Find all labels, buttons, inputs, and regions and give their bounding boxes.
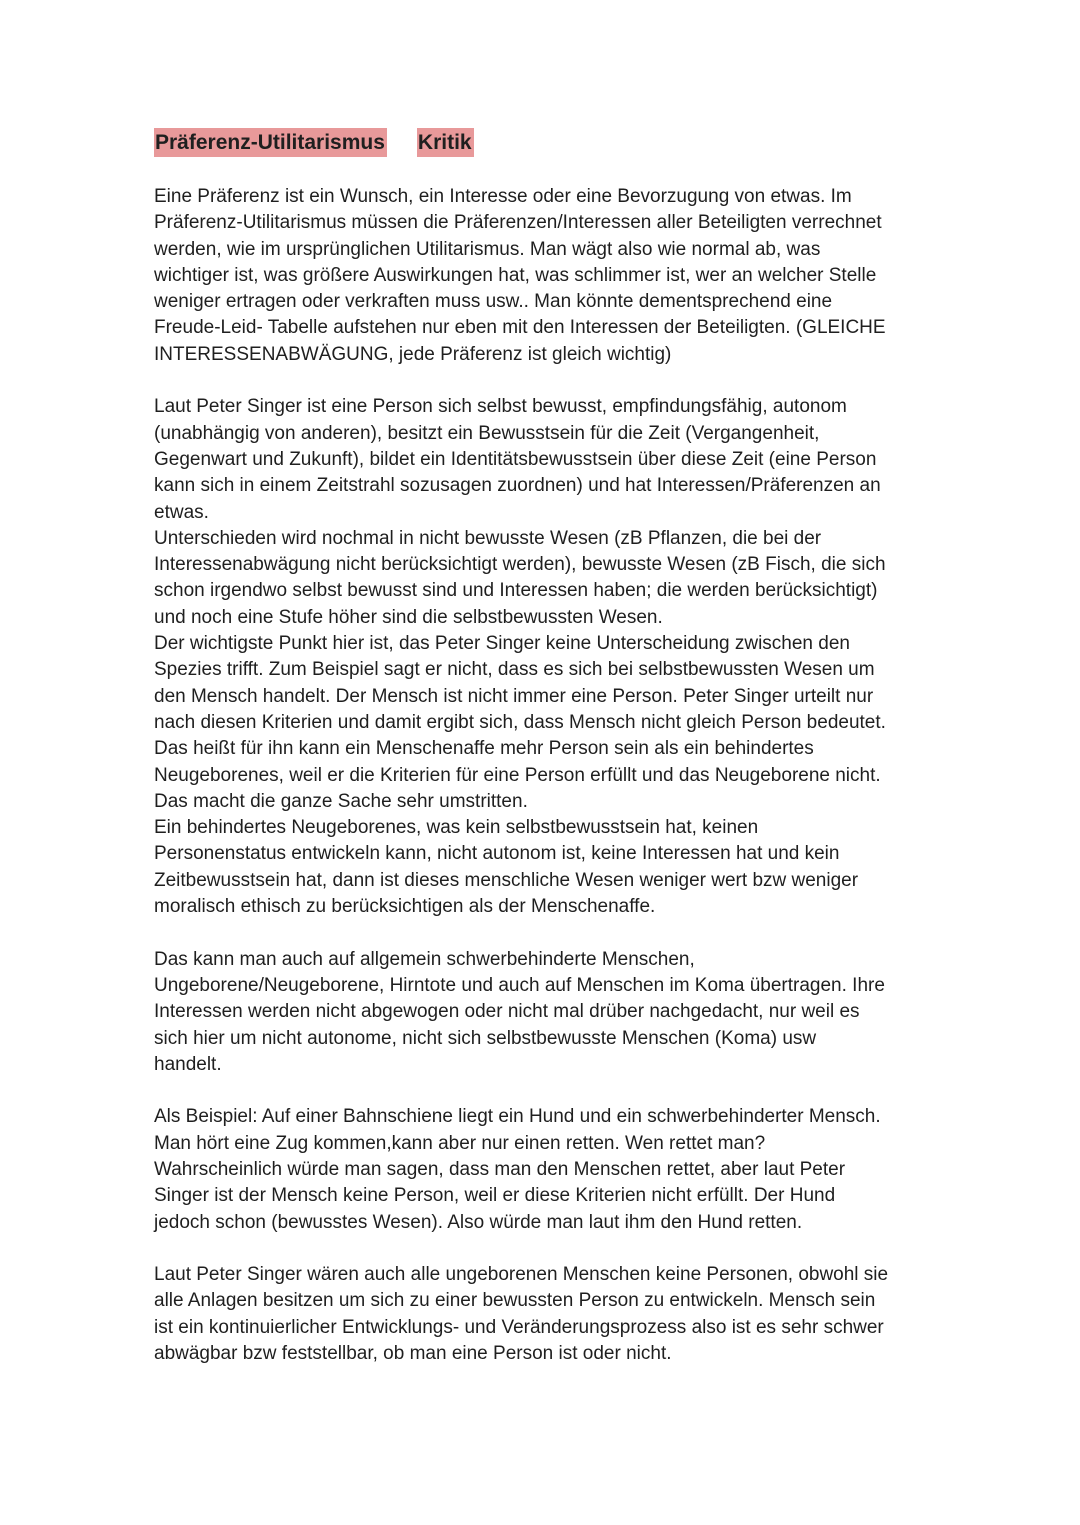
text-line: den Mensch handelt. Der Mensch ist nicht immer eine Person. Peter Singer urteilt nur — [154, 685, 874, 707]
text-line: etwas. — [154, 501, 209, 523]
paragraph — [154, 184, 944, 368]
paragraph-spacer — [154, 1236, 944, 1262]
text-line: Das heißt für ihn kann ein Menschenaffe mehr Person sein als ein behindertes — [154, 738, 814, 760]
text-line: Freude-Leid- Tabelle aufstehen nur eben mit den Interessen der Beteiligten. (GLEICHE — [154, 317, 886, 339]
text-line: Unterschieden wird nochmal in nicht bewusste Wesen (zB Pflanzen, die bei der — [154, 527, 822, 549]
text-line: abwägbar bzw feststellbar, ob man eine Person ist oder nicht. — [154, 1343, 672, 1365]
text-line: Laut Peter Singer ist eine Person sich selbst bewusst, empfindungsfähig, autonom — [154, 396, 847, 418]
text-line: Zeitbewusstsein hat, dann ist dieses menschliche Wesen weniger wert bzw weniger — [154, 869, 859, 891]
text-line: Interessenabwägung nicht berücksichtigt werden), bewusste Wesen (zB Fisch, die sich — [154, 554, 886, 576]
paragraph — [154, 947, 944, 1078]
text-line: weniger ertragen oder verkraften muss usw.. Man könnte dementsprechend eine — [154, 291, 833, 313]
text-line: werden, wie im ursprünglichen Utilitarismus. Man wägt also wie normal ab, was — [154, 238, 821, 260]
text-line: Der wichtigste Punkt hier ist, das Peter Singer keine Unterscheidung zwischen den — [154, 633, 850, 655]
paragraph — [154, 394, 944, 920]
text-line: Singer ist der Mensch keine Person, weil er diese Kriterien nicht erfüllt. Der Hund — [154, 1185, 836, 1207]
text-line: ist ein kontinuierlicher Entwicklungs- und Veränderungsprozess also ist es sehr schwer — [154, 1316, 884, 1338]
title-left: Präferenz-Utilitarismus — [154, 128, 387, 157]
document-page — [154, 128, 944, 1367]
paragraph-spacer — [154, 920, 944, 946]
paragraph — [154, 1262, 944, 1367]
text-line: Spezies trifft. Zum Beispiel sagt er nicht, dass es sich bei selbstbewussten Wesen um — [154, 659, 875, 681]
text-line: Interessen werden nicht abgewogen oder nicht mal drüber nachgedacht, nur weil es — [154, 1001, 860, 1023]
text-line: Das macht die ganze Sache sehr umstritten. — [154, 790, 528, 812]
page-title — [154, 128, 944, 157]
title-right: Kritik — [417, 128, 474, 157]
text-line: moralisch ethisch zu berücksichtigen als der Menschenaffe. — [154, 896, 656, 918]
text-line: Gegenwart und Zukunft), bildet ein Identitätsbewusstsein über diese Zeit (eine Person — [154, 448, 877, 470]
text-line: Eine Präferenz ist ein Wunsch, ein Interesse oder eine Bevorzugung von etwas. Im — [154, 186, 852, 207]
text-line: Ungeborene/Neugeborene, Hirntote und auch auf Menschen im Koma übertragen. Ihre — [154, 974, 885, 996]
body-text — [154, 184, 944, 1367]
text-line: Laut Peter Singer wären auch alle ungeborenen Menschen keine Personen, obwohl sie — [154, 1264, 889, 1286]
text-line: alle Anlagen besitzen um sich zu einer bewussten Person zu entwickeln. Mensch sein — [154, 1290, 876, 1312]
text-line: jedoch schon (bewusstes Wesen). Also würde man laut ihm den Hund retten. — [154, 1211, 803, 1233]
text-line: sich hier um nicht autonome, nicht sich selbstbewusste Menschen (Koma) usw — [154, 1027, 817, 1049]
text-line: wichtiger ist, was größere Auswirkungen hat, was schlimmer ist, wer an welcher Stelle — [154, 264, 877, 286]
text-line: Das kann man auch auf allgemein schwerbehinderte Menschen, — [154, 948, 695, 970]
paragraph-spacer — [154, 1078, 944, 1104]
text-line: Personenstatus entwickeln kann, nicht autonom ist, keine Interessen hat und kein — [154, 843, 840, 865]
text-line: Neugeborenes, weil er die Kriterien für eine Person erfüllt und das Neugeborene nicht. — [154, 764, 881, 786]
text-line: Ein behindertes Neugeborenes, was kein selbstbewusstsein hat, keinen — [154, 817, 759, 839]
text-line: Als Beispiel: Auf einer Bahnschiene liegt ein Hund und ein schwerbehinderter Mensch. — [154, 1106, 881, 1128]
text-line: schon irgendwo selbst bewusst sind und Interessen haben; die werden berücksichtigt) — [154, 580, 878, 602]
text-line: kann sich in einem Zeitstrahl sozusagen zuordnen) und hat Interessen/Präferenzen an — [154, 475, 881, 497]
text-line: und noch eine Stufe höher sind die selbstbewussten Wesen. — [154, 606, 663, 628]
text-line: nach diesen Kriterien und damit ergibt sich, dass Mensch nicht gleich Person bedeutet. — [154, 711, 886, 733]
text-line: (unabhängig von anderen), besitzt ein Bewusstsein für die Zeit (Vergangenheit, — [154, 422, 820, 444]
paragraph-spacer — [154, 368, 944, 394]
text-line: INTERESSENABWÄGUNG, jede Präferenz ist gleich wichtig) — [154, 343, 672, 365]
text-line: Präferenz-Utilitarismus müssen die Präferenzen/Interessen aller Beteiligten verrechnet — [154, 212, 882, 234]
paragraph — [154, 1104, 944, 1235]
text-line: Wahrscheinlich würde man sagen, dass man den Menschen rettet, aber laut Peter — [154, 1158, 846, 1180]
text-line: Man hört eine Zug kommen,kann aber nur einen retten. Wen rettet man? — [154, 1132, 766, 1154]
text-line: handelt. — [154, 1053, 222, 1075]
